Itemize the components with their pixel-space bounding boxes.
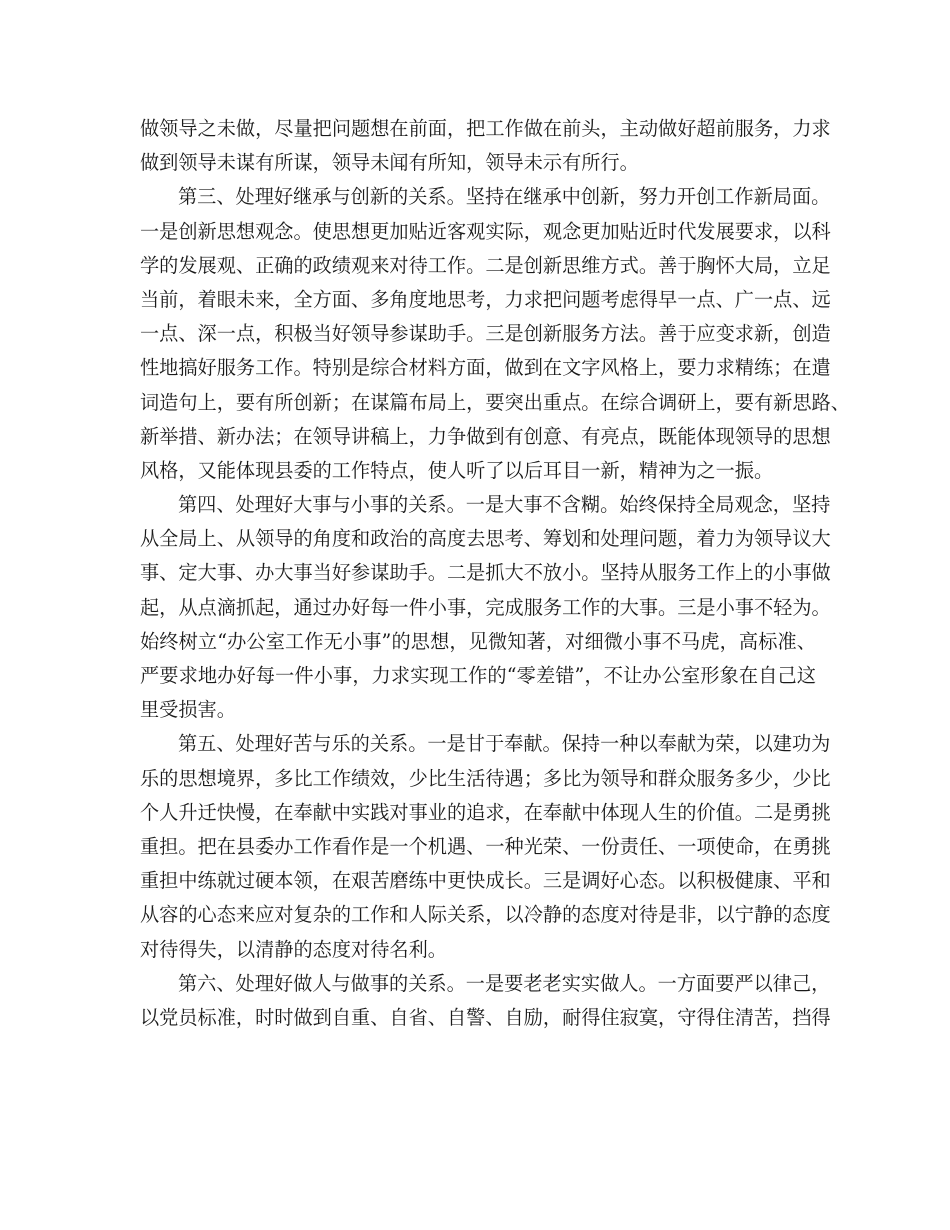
- text-line: 风格，又能体现县委的工作特点，使人听了以后耳目一新，精神为之一振。: [140, 458, 774, 482]
- text-line: 一是创新思想观念。使思想更加贴近客观实际，观念更加贴近时代发展要求，以科: [140, 219, 831, 243]
- text-line: 对待得失，以清静的态度对待名利。: [140, 937, 447, 961]
- text-line: 乐的思想境界，多比工作绩效，少比生活待遇；多比为领导和群众服务多少，少比: [140, 766, 831, 790]
- text-line: 性地搞好服务工作。特别是综合材料方面，做到在文字风格上，要力求精练；在遣: [140, 356, 831, 380]
- paragraph-first-line: 第三、处理好继承与创新的关系。坚持在继承中创新，努力开创工作新局面。: [178, 185, 831, 209]
- text-line: 严要求地办好每一件小事，力求实现工作的“零差错”，不让办公室形象在自己这: [140, 664, 816, 687]
- text-line: 起，从点滴抓起，通过办好每一件小事，完成服务工作的大事。三是小事不轻为。: [140, 595, 831, 619]
- text-line: 个人升迁快慢，在奉献中实践对事业的追求，在奉献中体现人生的价值。二是勇挑: [140, 800, 831, 824]
- text-line: 从全局上、从领导的角度和政治的高度去思考、筹划和处理问题，着力为领导议大: [140, 527, 831, 551]
- text-line: 词造句上，要有所创新；在谋篇布局上，要突出重点。在综合调研上，要有新思路、: [140, 390, 850, 414]
- paragraph-first-line: 第五、处理好苦与乐的关系。一是甘于奉献。保持一种以奉献为荣，以建功为: [178, 732, 831, 756]
- text-line: 重担。把在县委办工作看作是一个机遇、一种光荣、一份责任、一项使命，在勇挑: [140, 834, 831, 858]
- text-line: 学的发展观、正确的政绩观来对待工作。二是创新思维方式。善于胸怀大局，立足: [140, 253, 831, 277]
- text-line: 里受损害。: [140, 698, 236, 722]
- text-line: 一点、深一点，积极当好领导参谋助手。三是创新服务方法。善于应变求新，创造: [140, 322, 831, 346]
- paragraph-first-line: 第六、处理好做人与做事的关系。一是要老老实实做人。一方面要严以律己，: [178, 971, 831, 995]
- text-line: 新举措、新办法；在领导讲稿上，力争做到有创意、有亮点，既能体现领导的思想: [140, 424, 831, 448]
- text-line: 做到领导未谋有所谋，领导未闻有所知，领导未示有所行。: [140, 151, 639, 175]
- text-line: 事、定大事、办大事当好参谋助手。二是抓大不放小。坚持从服务工作上的小事做: [140, 561, 831, 585]
- text-line: 当前，着眼未来，全方面、多角度地思考，力求把问题考虑得早一点、广一点、远: [140, 287, 831, 311]
- text-line: 重担中练就过硬本领，在艰苦磨练中更快成长。三是调好心态。以积极健康、平和: [140, 869, 831, 893]
- text-line: 以党员标准，时时做到自重、自省、自警、自励，耐得住寂寞，守得住清苦，挡得: [140, 1005, 831, 1029]
- paragraph-first-line: 第四、处理好大事与小事的关系。一是大事不含糊。始终保持全局观念，坚持: [178, 493, 831, 517]
- document-body: [140, 112, 850, 1035]
- text-line: 从容的心态来应对复杂的工作和人际关系，以冷静的态度对待是非，以宁静的态度: [140, 903, 831, 927]
- text-line: 始终树立“办公室工作无小事”的思想，见微知著，对细微小事不马虎，高标准、: [140, 629, 816, 653]
- text-line: 做领导之未做，尽量把问题想在前面，把工作做在前头，主动做好超前服务，力求: [140, 117, 831, 140]
